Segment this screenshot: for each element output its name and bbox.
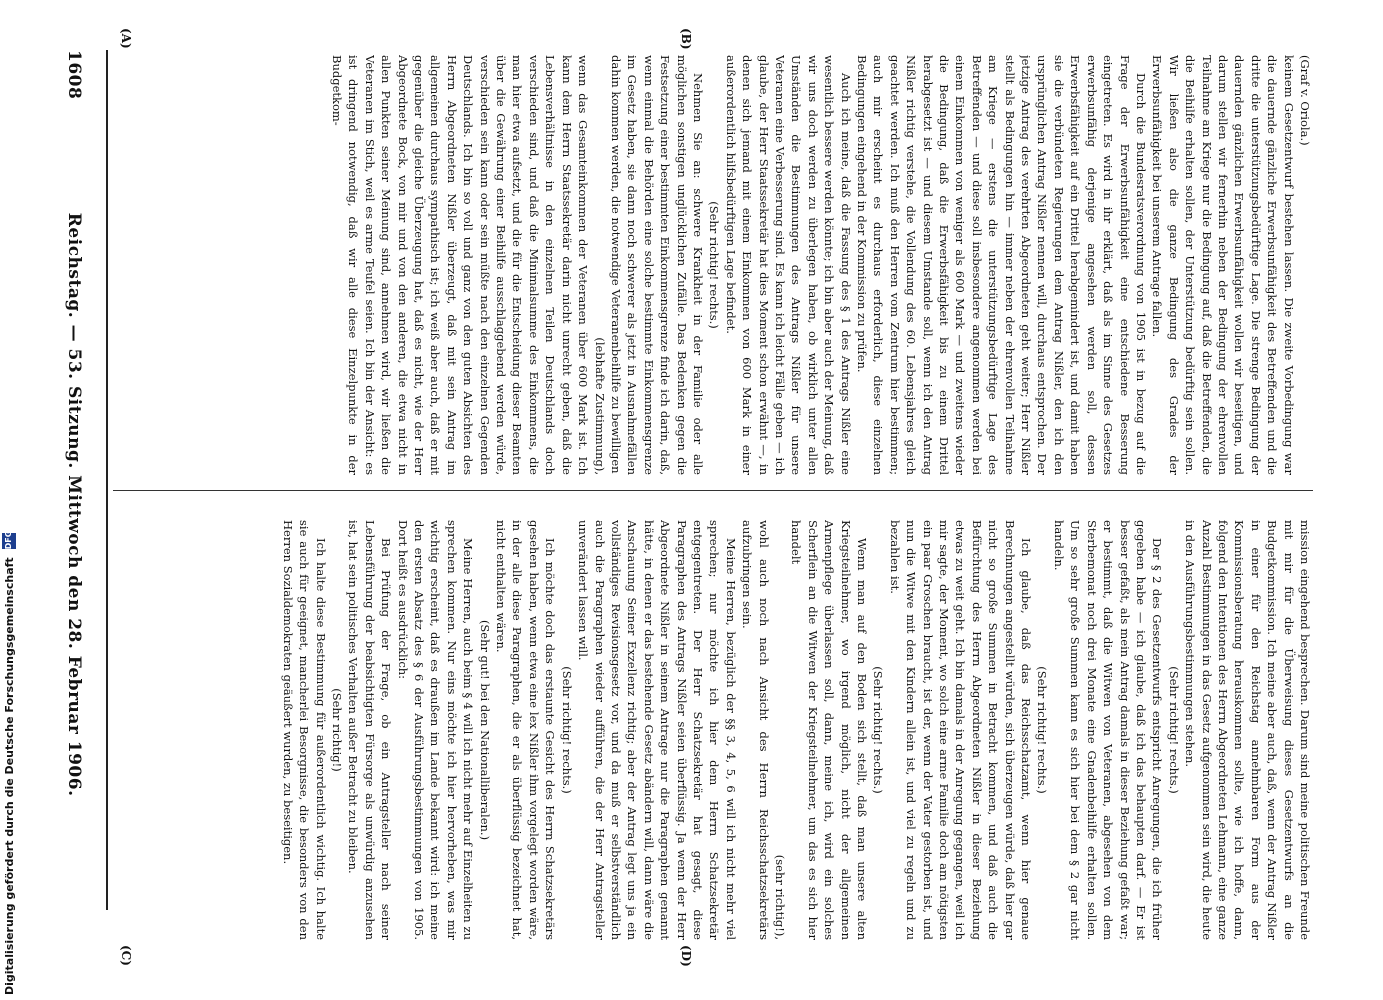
paragraph: Durch die Bundesratsverordnung von 1905 ist in bezug auf die Frage der Erwerbsunfähigkeit eine entschiedene Besserung eingetreten. Es wird in ihr erklärt, daß als im Sinne des Gesetzes erwerbsunfähig derjenige angesehen werden soll, dessen Erwerbsfähigkeit auf ein Drittel herabgemindert ist, und damit haben sie die verbündeten Regierungen dem Antrag Nißler, den ich den ursprünglichen Antrag Nißler nennen will, durchaus entsprochen. Der jetzige Antrag des verehrten Abgeordneten geht weiter; Herr Nißler stellt als Bedingungen hin — immer neben der ehrenvollen Teilnahme am Kriege — erstens die unterstützungsbedürftige Lage des Betreffenden — und diese soll insbesondere angenommen werden bei einem Einkommen von weniger als 600 Mark — und zweitens wieder die Bedingung, daß die Erwerbsfähigkeit bis zu einem Drittel herabgesetzt ist — und diesem Umstande soll, wenn ich den Antrag Nißler richtig verstehe, die Vollendung des 60. Lebensjahres gleich geachtet werden. Ich muß den Herren vom Zentrum hier bestimmen; auch mir erscheint es durchaus erforderlich, diese einzelnen Bedingungen eingehend in der Kommission zu prüfen. (855, 55, 1148, 475)
paragraph: (lebhafte Zustimmung), (592, 337, 607, 475)
digitization-note (0, 0, 18, 1000)
paragraph: wohl auch noch nach Ansicht des Herrn Reichsschatzsekretärs aufzubringen sein. (740, 520, 771, 940)
paragraph: keinem Gesetzentwurf bestehen lassen. Die zweite Vorbedingung war die dauernde gänzliche Erwerbsunfähigkeit des Betreffenden und die dritte die unterstützungsbedürftige Lage. Die strenge Bedingung der dauernden gänzlichen Erwerbsunfähigkeit wollen wir beseitigen, und darum stellen wir fernerhin neben der Bedingung der ehrenvollen Teilnahme am Kriege nur die Bedingung auf, daß die Betreffenden, die die Beihilfe erhalten sollen, der Unterstützung bedürftig sein sollen. Wir ließen also die ganze Bedingung des Grades der Erwerbsunfähigkeit bei unserem Antrage fallen. (1150, 55, 1296, 475)
paragraph: Auch ich meine, daß die Fassung des § 1 des Antrags Nißler eine wesentlich bessere werden könnte; ich bin aber auch der Meinung, daß wir uns doch werden zu überlegen haben, ob wirklich unter allen Umständen die Bestimmungen des Antrags Nißler für unsere Veteranen eine Verbesserung sind. Es kann ich leicht Fälle geben — ich glaube, der Herr Staatssekretär hat dies Moment schon erwähnt —, in denen sich jemand mit einem Einkommen von 600 Mark in einer außerordentlich hilfsbedürftigen Lage befindet. (723, 55, 853, 475)
paragraph: Nehmen Sie an: schwere Krankheit in der Familie oder alle möglichen sonstigen unglücklichen Zufälle. Das Bedenken gegen die Festsetzung einer bestimmten Einkommensgrenze finde ich darin, daß, wenn einmal die Behörden eine solche bestimmte Einkommensgrenze im Gesetz haben, sie dann noch schwerer als jetzt in Ausnahmefällen dahin kommen werden, die notwendige Veteranenbeihilfe zu bewilligen (608, 55, 705, 475)
paragraph: (Graf v. Oriola.) (1298, 55, 1312, 146)
paragraph: Wenn man auf den Boden sich stellt, daß man unsere alten Kriegsteilnehmer, wo irgend möglich, nicht der allgemeinen Armenpflege überlassen soll, dann, meine ich, wird ein solches Scherflein an die Witwen der Kriegsteilnehmer, um das es sich hier handelt (789, 520, 870, 940)
paragraph: (sehr richtig!), (773, 854, 787, 940)
paragraph: wenn das Gesamteinkommen der Veteranen über 600 Mark ist. Ich kann dem Herrn Staatssekretär darin nicht unrecht geben, daß die Lebensverhältnisse in den einzelnen Teilen Deutschlands doch verschieden sind, und daß die Minimalsumme des Einkommens, die man hier etwa aufsetzt, und die für die Entscheidung dieser Beamten über die Gewährung einer Beihilfe ausschlaggebend werden würde, verschieden sein kann oder sein müßte nach den einzelnen Gegenden Deutschlands. Ich bin so voll und ganz von den guten Absichten des Herrn Abgeordneten Nißler überzeugt, daß mit sein Antrag im allgemeinen durchaus sympathisch ist; ich weiß aber auch, daß er mit gegenüber die gleiche Überzeugung hat, daß es nicht, wie der Herr Abgeordnete Bock, von mir und von den anderen, die etwa nicht in allen Punkten seiner Meinung sind, annehmen wird, wir ließen die Veteranen im Stich, weil es arme Teufel seien. Ich bin der Ansicht: es ist dringend notwendig, daß wir alle diese Einzelpunkte in der Budgetkom- (330, 55, 591, 475)
margin-label-c: (C) (119, 945, 133, 966)
paragraph: Ich glaube, daß das Reichsschatzamt, wenn hier genaue Berechnungen angestellt würden, sich überzeugen würde, daß hier gar nicht so große Summen in Betracht kommen, und daß auch die Befürchtung des Herrn Abgeordneten Nißler in dieser Beziehung etwas zu weit geht. Ich bin damals in der Anregung gegangen, weil ich mir sagte, der Moment, wo solch eine arme Familie doch am nötigsten ein paar Groschen braucht, ist der, wenn der Vater gestorben ist, und nun die Witwe mit den Kindern allein ist, und viel zu regeln und zu bezahlen ist. (887, 520, 1034, 940)
paragraph: (Sehr richtig! rechts.) (871, 666, 886, 794)
paragraph: Ich halte diese Bestimmung für außerordentlich wichtig. Ich halte sie auch für geeignet, mancherlei Besorgnisse, die besonders von den Herren Sozialdemokraten geäußert wurden, zu beseitigen. (280, 520, 328, 940)
margin-label-d: (D) (679, 945, 693, 967)
paragraph: (Sehr richtig! rechts.) (1166, 666, 1181, 794)
margin-label-b: (B) (679, 28, 693, 50)
paragraph: (Sehr richtig! rechts.) (707, 201, 722, 329)
page-number: 1608 (64, 50, 84, 100)
paragraph: Der § 2 des Gesetzentwurfs entspricht Anregungen, die ich früher gegeben habe — ich glaube, daß ich das behaupten darf. — Er ist besser gefaßt, als mein Antrag damals in dieser Beziehung gefaßt war; er bestimmt, daß die Witwen von Veteranen, abgesehen von dem Sterbemonat noch drei Monate eine Gnadenbeihilfe erhalten sollen. Um so sehr große Summen kann es sich hier bei dem § 2 gar nicht handeln. (1051, 520, 1165, 940)
paragraph: mission eingehend besprechen. Darum sind meine politischen Freunde mit mir für die Überweisung dieses Gesetzentwurfs an die Budgetkommission. Ich meine aber auch, daß, wenn der Antrag Nißler in einer für den Reichstag annehmbaren Form aus der Kommissionsberatung herauskommen sollte, wie ich hoffe, dann, folgend den Intentionen des Herrn Abgeordneten Lehmann, eine ganze Anzahl Bestimmungen in das Gesetz aufgenommen sein wird, die heute in den Ausführungsbestimmungen stehen. (1183, 520, 1312, 940)
paragraph: Bei Prüfung der Frage, ob ein Antragsteller nach seiner Lebensführung der beabsichtigten Fürsorge als unwürdig anzusehen ist, hat sein politisches Verhalten außer Betracht zu bleiben. (346, 520, 394, 940)
paragraph: (Sehr richtig! rechts.) (559, 666, 574, 794)
paragraph: (Sehr richtig!) (330, 688, 345, 772)
paragraph: Meine Herren, bezüglich der §§ 3, 4, 5, 6 will ich nicht mehr viel sprechen; nur möchte ich hier dem Herrn Schatzsekretär entgegentreten. Der Herr Schatzsekretär hat gesagt, diese Paragraphen des Antrags Nißler seien überflüssig. Ja wenn der Herr Abgeordnete Nißler in seinem Antrage nur die Paragraphen genannt hätte, in denen er das bestehende Gesetz abändern will, dann wäre die Anschauung Seiner Exzellenz richtig; aber der Antrag legt uns ja ein vollständiges Revisionsgesetz vor, und da muß er selbstverständlich auch die Paragraphen wieder aufführen, die der Herr Antragsteller unverändert lassen will. (576, 520, 738, 940)
paragraph: Ich möchte doch das erstaunte Gesicht des Herrn Schatzsekretärs gesehen haben, wenn etwa eine lex Nißler ihm vorgelegt worden wäre, in der alle diese Paragraphen, die er als überflüssig bezeichnet hat, nicht enthalten wären. (494, 520, 558, 940)
paragraph: (Sehr richtig! rechts.) (1035, 666, 1050, 794)
dfg-logo: DFG (2, 533, 16, 549)
paragraph: (Sehr gut! bei den Nationalliberalen.) (477, 619, 492, 841)
left-text-column (113, 55, 1313, 475)
margin-label-a: (A) (119, 28, 133, 49)
paragraph: Meine Herren, auch beim § 4 will ich nicht mehr auf Einzelheiten zu sprechen kommen. Nur eins möchte ich hier hervorheben, was mir wichtig erscheint, daß es draußen im Lande bekannt wird: ich meine den ersten Absatz des § 6 der Ausführungsbestimmungen von 1905. Dort heißt es ausdrücklich: (395, 520, 476, 940)
header-rule (106, 50, 108, 910)
running-title: Reichstag. — 53. Sitzung. Mittwoch den 28. Februar 1906. (64, 212, 84, 797)
digitization-text: Digitalisierung gefördert durch die Deutsche Forschungsgemeinschaft (2, 557, 16, 995)
right-text-column (113, 520, 1313, 940)
column-separator (113, 490, 1313, 491)
page-header (60, 50, 88, 910)
